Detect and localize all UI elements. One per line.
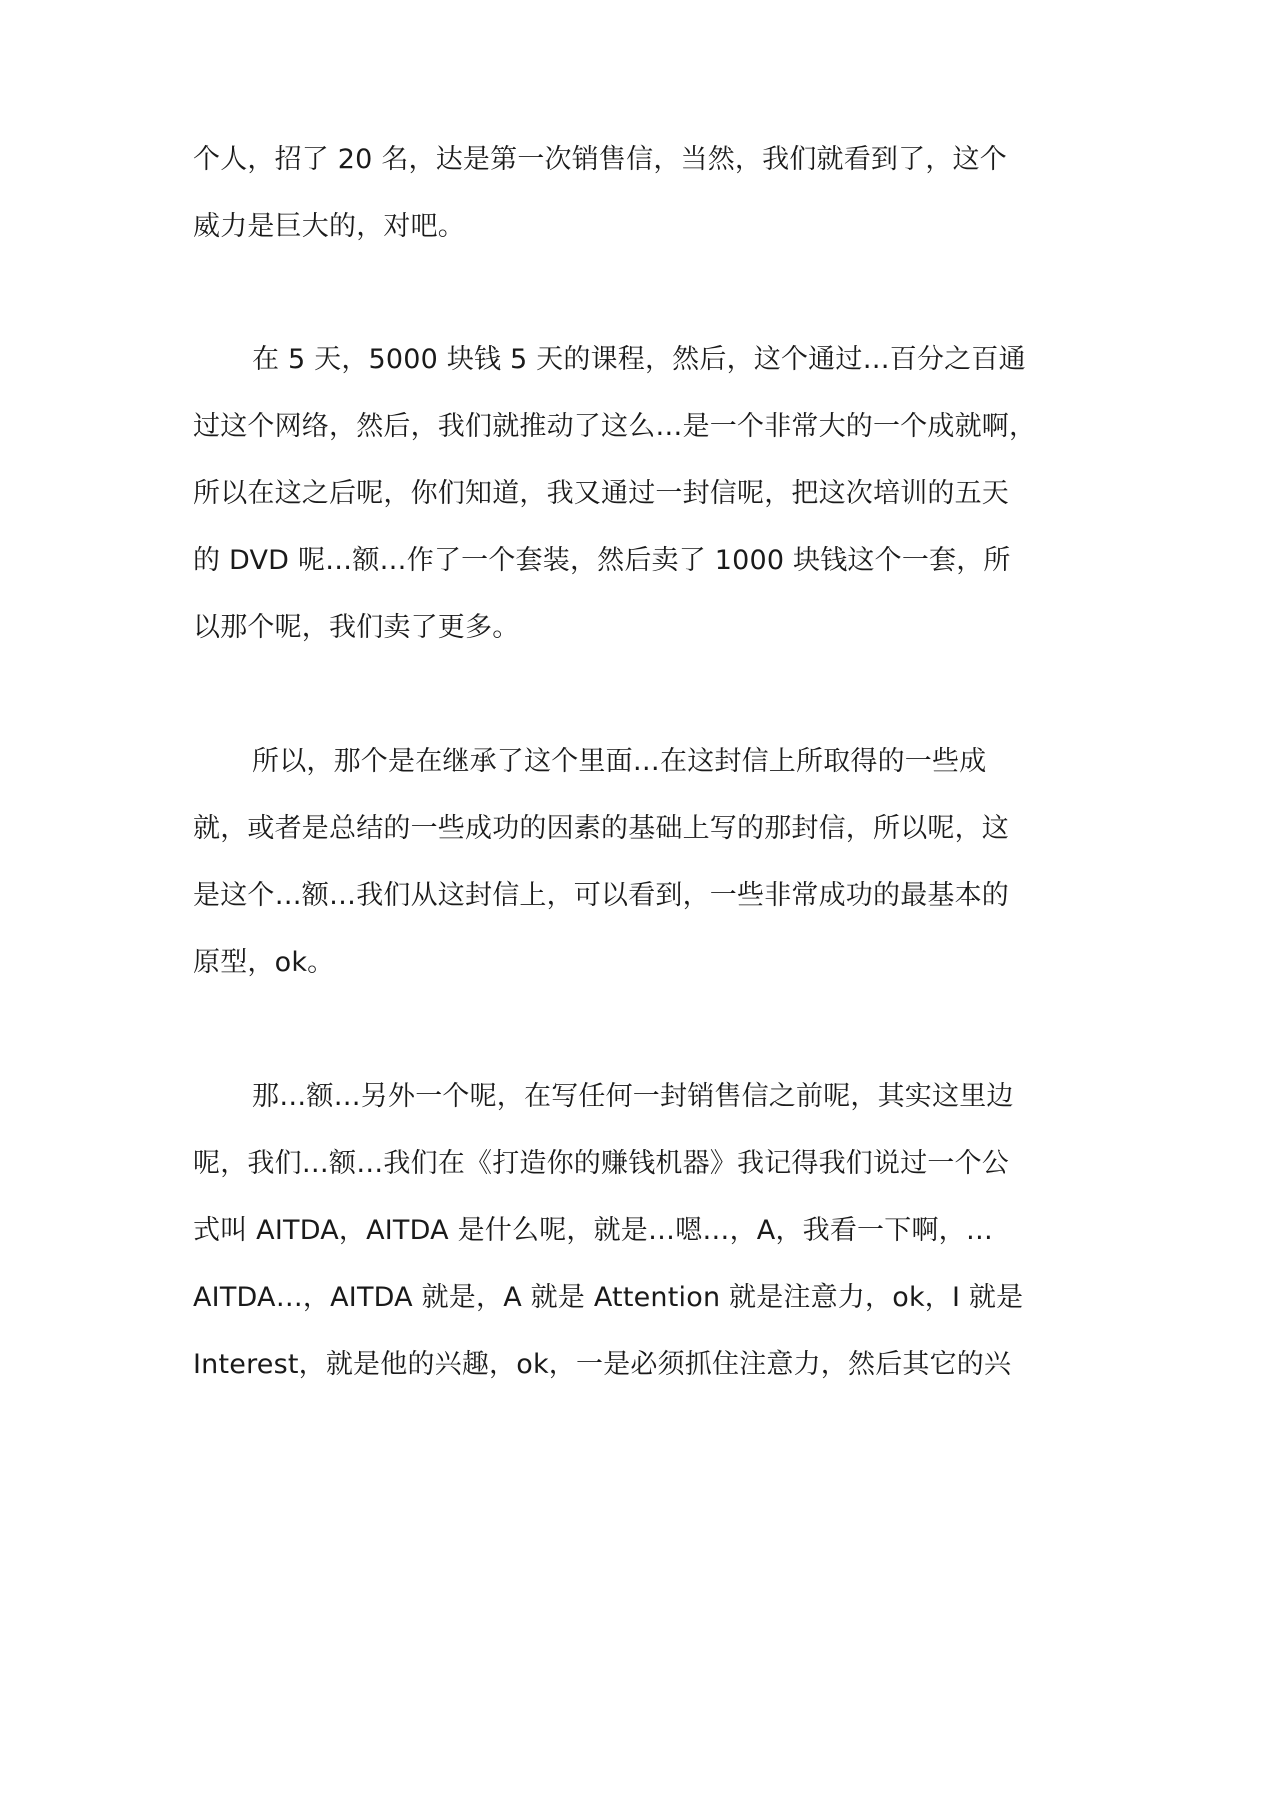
paragraph-1-line-1: 个人，招了 20 名，达是第一次销售信，当然，我们就看到了，这个 xyxy=(193,144,1007,175)
paragraph-4-line-2: 呢，我们…额…我们在《打造你的赚钱机器》我记得我们说过一个公 xyxy=(193,1148,1009,1179)
paragraph-2-line-5: 以那个呢，我们卖了更多。 xyxy=(193,612,520,643)
paragraph-2-line-2: 过这个网络，然后，我们就推动了这么…是一个非常大的一个成就啊， xyxy=(193,411,1037,442)
paragraph-2-line-4: 的 DVD 呢…额…作了一个套装，然后卖了 1000 块钱这个一套，所 xyxy=(193,545,1011,576)
paragraph-2-line-3: 所以在这之后呢，你们知道，我又通过一封信呢，把这次培训的五天 xyxy=(193,478,1009,509)
paragraph-3-line-2: 就，或者是总结的一些成功的因素的基础上写的那封信，所以呢，这 xyxy=(193,813,1009,844)
paragraph-3-line-1: 所以，那个是在继承了这个里面…在这封信上所取得的一些成 xyxy=(252,746,987,777)
paragraph-3-line-3: 是这个…额…我们从这封信上，可以看到，一些非常成功的最基本的 xyxy=(193,880,1009,911)
paragraph-4-line-5: Interest，就是他的兴趣，ok，一是必须抓住注意力，然后其它的兴 xyxy=(193,1349,1012,1380)
paragraph-1-line-2: 威力是巨大的，对吧。 xyxy=(193,211,465,242)
paragraph-2-line-1: 在 5 天，5000 块钱 5 天的课程，然后，这个通过…百分之百通 xyxy=(252,344,1026,375)
paragraph-3-line-4: 原型，ok。 xyxy=(193,947,335,978)
paragraph-4-line-1: 那…额…另外一个呢，在写任何一封销售信之前呢，其实这里边 xyxy=(252,1081,1014,1112)
paragraph-4-line-3: 式叫 AITDA，AITDA 是什么呢，就是…嗯…，A，我看一下啊，… xyxy=(193,1215,994,1246)
paragraph-4-line-4: AITDA…，AITDA 就是，A 就是 Attention 就是注意力，ok，I 就是 xyxy=(193,1282,1024,1313)
